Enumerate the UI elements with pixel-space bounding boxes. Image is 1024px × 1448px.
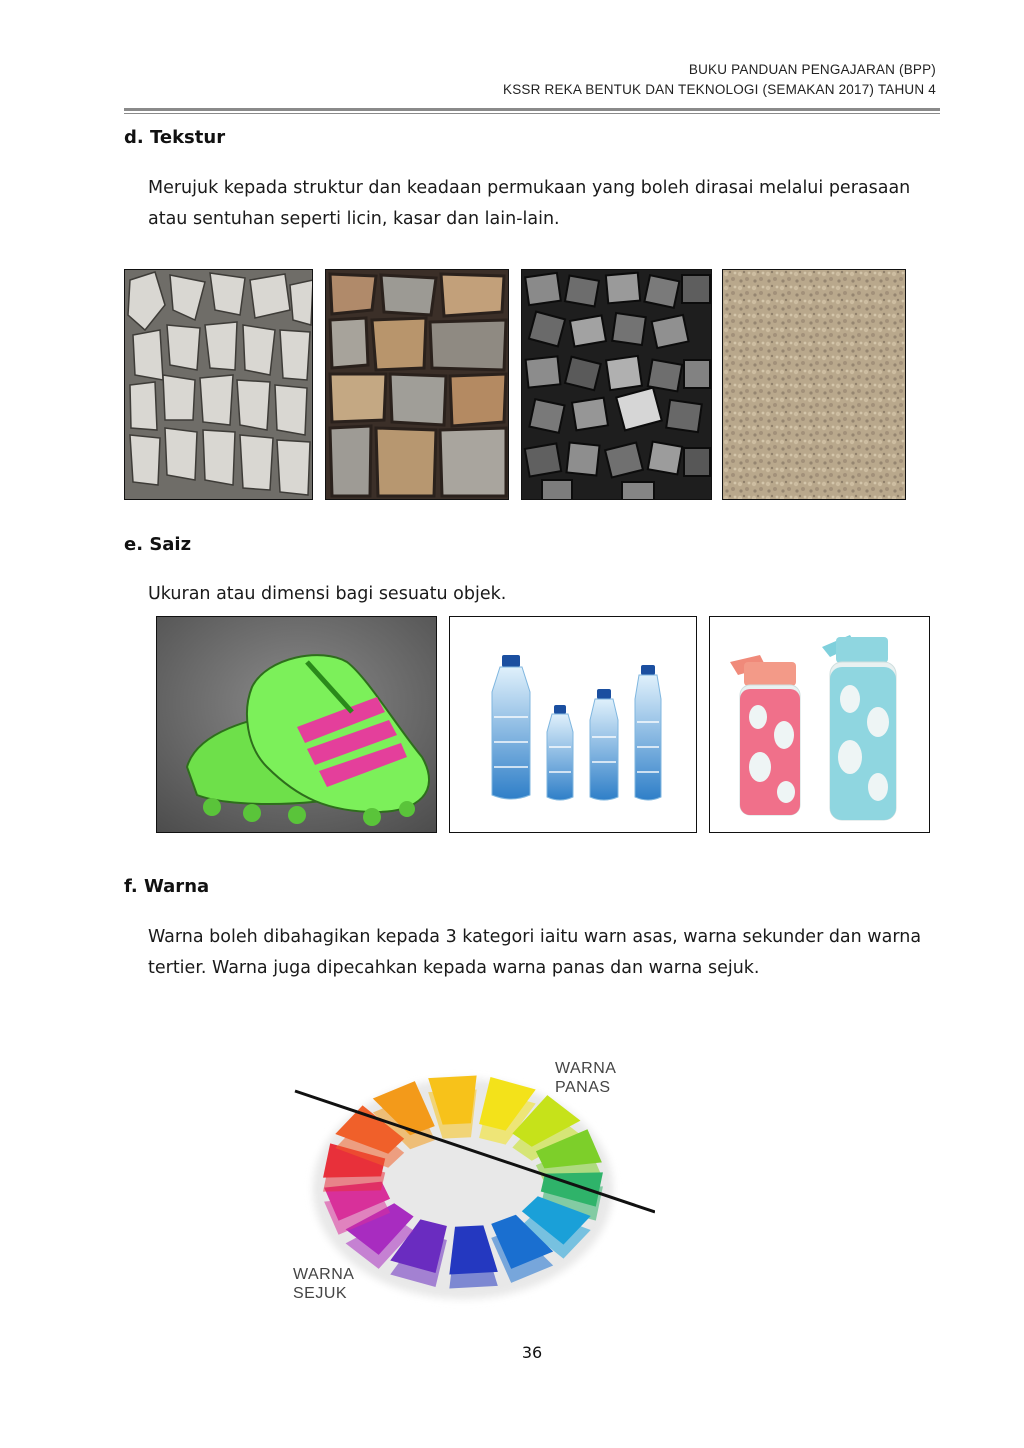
header-title: BUKU PANDUAN PENGAJARAN (BPP) xyxy=(688,62,936,77)
cool-label-line1: WARNA xyxy=(293,1266,355,1283)
gray-cobblestone-texture-image xyxy=(521,269,712,500)
section-text-warna: Warna boleh dibahagikan kepada 3 kategori iaitu warn asas, warna sekunder dan warna tertier. Warna juga dipecahkan kepada warna panas dan warna sejuk. xyxy=(148,927,922,978)
header-rule-thin xyxy=(124,113,940,114)
page-number: 36 xyxy=(521,1343,543,1362)
header-subtitle: KSSR REKA BENTUK DAN TEKNOLOGI (SEMAKAN 2017) TAHUN 4 xyxy=(503,82,936,97)
warm-label-line2: PANAS xyxy=(555,1079,611,1096)
green-football-boots-image xyxy=(156,616,437,833)
water-bottles-different-sizes-image xyxy=(449,616,697,833)
section-heading-tekstur: d. Tekstur xyxy=(124,127,226,148)
section-heading-saiz: e. Saiz xyxy=(124,534,192,555)
color-wheel-diagram xyxy=(285,1035,655,1325)
beige-stucco-texture-image xyxy=(722,269,906,500)
jagged-white-rock-texture-image xyxy=(124,269,313,500)
cool-label-line2: SEJUK xyxy=(293,1285,348,1302)
warm-label-line1: WARNA xyxy=(555,1060,617,1077)
section-text-saiz: Ukuran atau dimensi bagi sesuatu objek. xyxy=(148,584,507,604)
section-heading-warna: f. Warna xyxy=(124,876,210,897)
stone-wall-texture-image xyxy=(325,269,509,500)
section-text-tekstur: Merujuk kepada struktur dan keadaan permukaan yang boleh dirasai melalui perasaan atau sentuhan seperti licin, kasar dan lain-lain. xyxy=(148,178,911,229)
glass-bottles-pink-and-blue-image xyxy=(709,616,930,833)
header-rule xyxy=(124,108,940,111)
